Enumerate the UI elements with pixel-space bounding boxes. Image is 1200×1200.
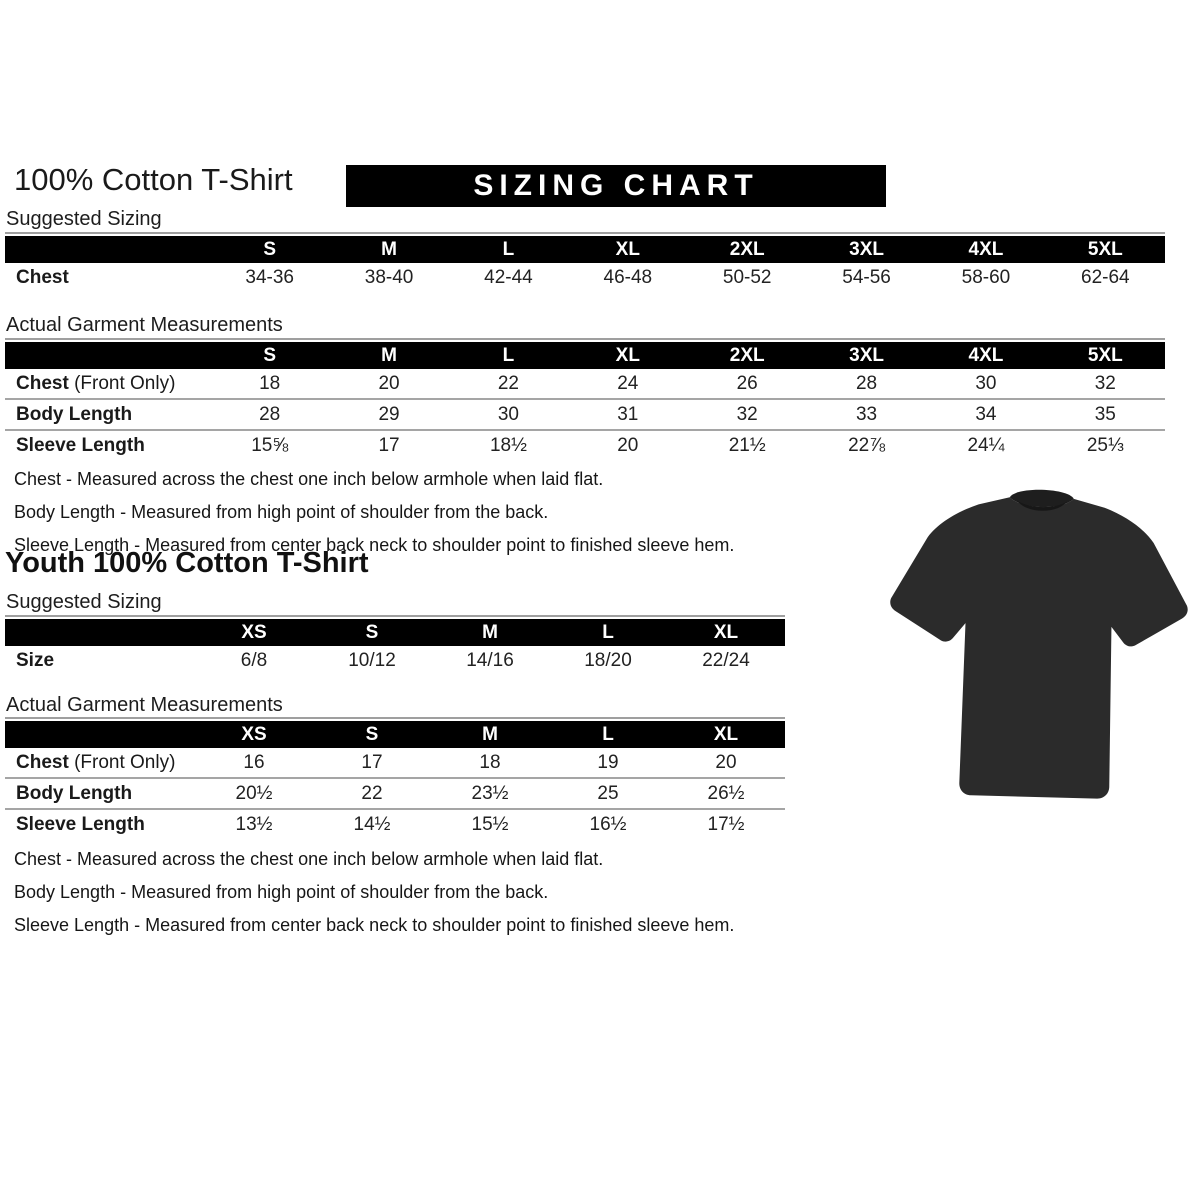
adult-measurements-label: Actual Garment Measurements <box>6 314 283 336</box>
measurement-value: 30 <box>497 403 519 425</box>
row-label: Body Length <box>16 403 133 425</box>
youth-measurement-notes <box>14 843 734 942</box>
measurement-value: 62-64 <box>1081 266 1130 288</box>
size-column-header: XL <box>713 723 739 745</box>
measurement-value: 6/8 <box>240 649 268 671</box>
measurement-value: 13½ <box>235 813 273 835</box>
measurement-value: 33 <box>855 403 878 425</box>
measurement-value: 18/20 <box>584 649 632 671</box>
size-column-header: 2XL <box>729 344 765 366</box>
measurement-value: 29 <box>378 403 400 425</box>
youth-suggested-sizing-table <box>5 615 785 675</box>
adult-suggested-sizing-table <box>5 232 1165 292</box>
measurement-value: 17 <box>378 434 400 456</box>
measurement-value: 19 <box>597 751 619 773</box>
measurement-value: 28 <box>855 372 878 394</box>
note-line: Chest - Measured across the chest one inch below armhole when laid flat. <box>14 469 604 489</box>
measurement-value: 20 <box>378 372 400 394</box>
adult-measurements-table <box>5 338 1165 460</box>
table-row <box>5 646 785 675</box>
size-column-header: XL <box>615 238 640 260</box>
measurement-value: 22 <box>361 782 383 804</box>
measurement-value: 10/12 <box>348 649 396 671</box>
size-column-header: 4XL <box>968 238 1004 260</box>
youth-measurements-label: Actual Garment Measurements <box>6 694 283 716</box>
black-tshirt-image <box>882 478 1194 808</box>
measurement-value: 42-44 <box>484 266 533 288</box>
sizing-chart-banner <box>346 165 886 207</box>
note-line: Sleeve Length - Measured from center back neck to shoulder point to finished sleeve hem. <box>14 915 735 935</box>
measurement-value: 24 <box>617 372 639 394</box>
measurement-value: 30 <box>975 372 997 394</box>
table-header-bar <box>5 619 785 646</box>
table-row <box>5 398 1165 429</box>
size-column-header: XS <box>241 621 267 643</box>
adult-suggested-sizing-label: Suggested Sizing <box>6 208 162 230</box>
tshirt-body-shape <box>885 494 1190 801</box>
measurement-value: 28 <box>259 403 281 425</box>
measurement-value: 34-36 <box>245 266 294 288</box>
measurement-value: 20½ <box>235 782 273 804</box>
note-line: Body Length - Measured from high point of shoulder from the back. <box>14 502 549 522</box>
measurement-value: 31 <box>617 403 639 425</box>
note-line: Chest - Measured across the chest one inch below armhole when laid flat. <box>14 849 604 869</box>
size-column-header: 3XL <box>849 238 884 260</box>
size-column-header: XS <box>241 723 267 745</box>
measurement-value: 58-60 <box>961 266 1011 288</box>
size-column-header: L <box>502 238 515 260</box>
size-column-header: L <box>602 621 614 643</box>
table-row <box>5 748 785 777</box>
row-label: Sleeve Length <box>16 813 145 835</box>
size-column-header: 3XL <box>849 344 884 366</box>
measurement-value: 14/16 <box>466 649 514 671</box>
measurement-value: 18 <box>259 372 281 394</box>
size-column-header: XL <box>615 344 640 366</box>
table-row <box>5 429 1165 460</box>
youth-measurements-table <box>5 717 785 839</box>
measurement-value: 25⅓ <box>1086 434 1124 456</box>
measurement-value: 32 <box>736 403 758 425</box>
note-line: Body Length - Measured from high point of shoulder from the back. <box>14 882 549 902</box>
table-header-bar <box>5 342 1165 369</box>
size-column-header: S <box>365 723 379 745</box>
tshirt-icon <box>882 478 1194 808</box>
measurement-value: 35 <box>1094 403 1116 425</box>
measurement-value: 32 <box>1094 372 1116 394</box>
size-column-header: 2XL <box>729 238 765 260</box>
measurement-value: 22/24 <box>702 649 750 671</box>
measurement-value: 15½ <box>471 813 509 835</box>
measurement-value: 18 <box>479 751 501 773</box>
measurement-value: 26½ <box>707 782 745 804</box>
measurement-value: 18½ <box>489 434 527 456</box>
note-line: Sleeve Length - Measured from center back neck to shoulder point to finished sleeve hem. <box>14 535 735 555</box>
measurement-value: 22⅞ <box>848 434 886 456</box>
table-row <box>5 263 1165 292</box>
measurement-value: 46-48 <box>603 266 653 288</box>
measurement-value: 50-52 <box>722 266 772 288</box>
measurement-value: 16½ <box>589 813 627 835</box>
table-row <box>5 808 785 839</box>
row-label: Chest (Front Only) <box>16 751 176 773</box>
size-column-header: S <box>365 621 379 643</box>
measurement-value: 54-56 <box>842 266 891 288</box>
measurement-value: 22 <box>497 372 519 394</box>
table-header-bar <box>5 721 785 748</box>
size-column-header: 4XL <box>968 344 1004 366</box>
measurement-value: 17 <box>361 751 383 773</box>
measurement-value: 15⅝ <box>251 434 289 456</box>
size-column-header: M <box>482 621 498 643</box>
measurement-value: 20 <box>617 434 639 456</box>
row-label: Size <box>16 649 55 671</box>
table-header-bar <box>5 236 1165 263</box>
measurement-value: 23½ <box>471 782 509 804</box>
youth-suggested-sizing-label: Suggested Sizing <box>6 591 162 613</box>
table-row <box>5 777 785 808</box>
size-column-header: 5XL <box>1087 238 1123 260</box>
size-column-header: L <box>502 344 515 366</box>
row-label: Body Length <box>16 782 133 804</box>
sizing-chart-banner-text: SIZING CHART <box>473 169 759 202</box>
youth-section-title: Youth 100% Cotton T-Shirt <box>5 547 369 579</box>
size-column-header: S <box>263 344 277 366</box>
size-column-header: 5XL <box>1087 344 1123 366</box>
page-title: 100% Cotton T-Shirt <box>14 162 293 197</box>
size-column-header: S <box>263 238 277 260</box>
size-column-header: L <box>602 723 614 745</box>
table-row <box>5 369 1165 398</box>
measurement-value: 24¼ <box>967 434 1005 456</box>
measurement-value: 34 <box>975 403 997 425</box>
row-label: Chest (Front Only) <box>16 372 176 394</box>
size-column-header: XL <box>713 621 739 643</box>
measurement-value: 14½ <box>353 813 391 835</box>
size-column-header: M <box>381 238 397 260</box>
size-column-header: M <box>381 344 397 366</box>
measurement-value: 21½ <box>728 434 766 456</box>
row-label: Chest <box>16 266 69 288</box>
measurement-value: 16 <box>243 751 265 773</box>
row-label: Sleeve Length <box>16 434 145 456</box>
measurement-value: 17½ <box>707 813 745 835</box>
measurement-value: 25 <box>597 782 619 804</box>
measurement-value: 38-40 <box>364 266 414 288</box>
measurement-value: 26 <box>736 372 758 394</box>
measurement-value: 20 <box>715 751 737 773</box>
size-column-header: M <box>482 723 498 745</box>
